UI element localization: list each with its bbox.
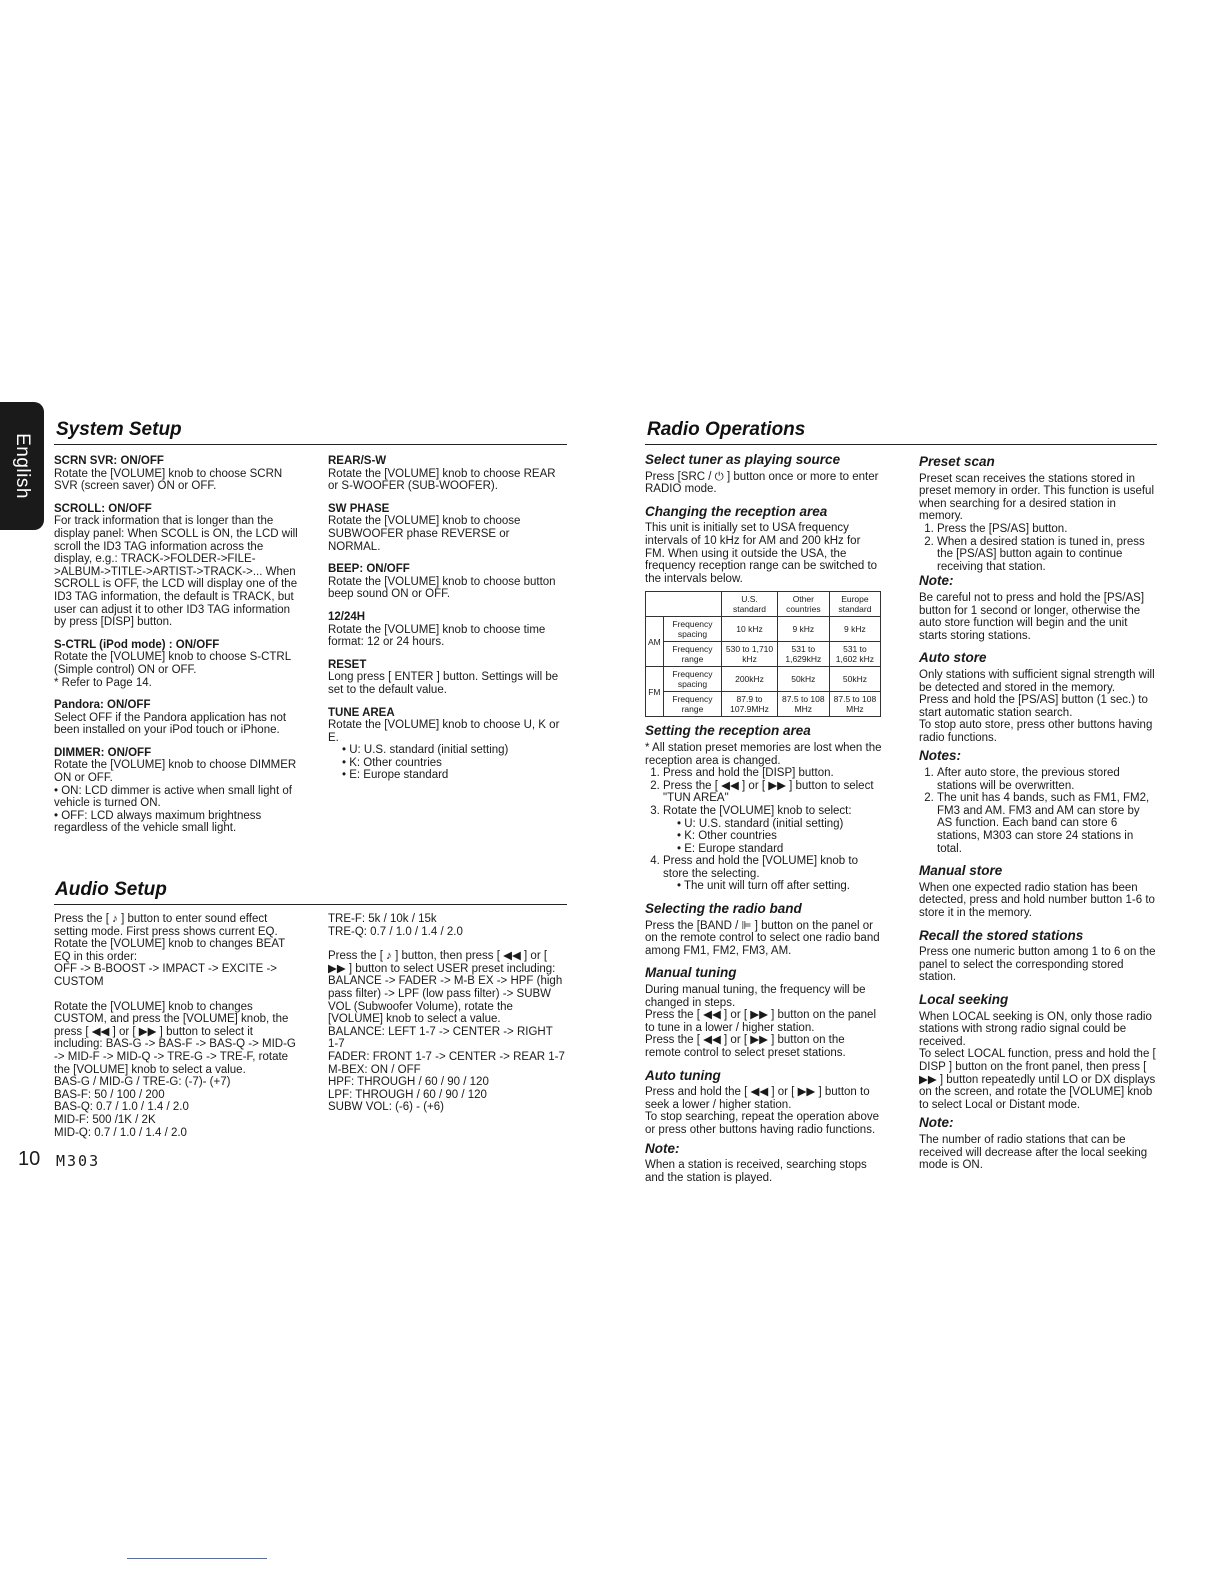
- beep-text: Rotate the [VOLUME] knob to choose button beep sound ON or OFF.: [328, 575, 556, 601]
- audio-subw-vol: SUBW VOL: (-6) - (+6): [328, 1101, 444, 1114]
- scrn-svr-heading: SCRN SVR: ON/OFF: [54, 455, 164, 467]
- scroll-heading: SCROLL: ON/OFF: [54, 502, 152, 515]
- reset-text: Long press [ ENTER ] button. Settings will be set to the default value.: [328, 671, 559, 696]
- auto-store-notes: [919, 767, 1157, 855]
- recall-text: Press one numeric button among 1 to 6 on the panel to select the corresponding stored station.: [919, 946, 1156, 984]
- audio-mbex: M-BEX: ON / OFF: [328, 1063, 421, 1076]
- setting-area-note: * All station preset memories are lost when the reception area is changed.: [645, 741, 882, 767]
- language-label: English: [12, 433, 33, 499]
- audio-lpf: LPF: THROUGH / 60 / 90 / 120: [328, 1088, 487, 1101]
- preset-scan-text: Preset scan receives the stations stored in preset memory in order. This function is useful when searching for a desired station in memory.: [919, 472, 1155, 523]
- change-area-heading: Changing the reception area: [645, 503, 828, 519]
- scroll-text: For track information that is longer than the display panel: When SCOLL is ON, the LCD will scroll the ID3 TAG information across the display, e.g.: TRACK->FOLDER->FILE->ALBUM->TITLE->ARTIST->TRACK->... When SCROLL is OFF, the LCD will display one of the ID3 TAG information, the default is TRACK, but user can adjust it to other ID3 TAG information by press [DISP] button.: [54, 515, 298, 629]
- auto-store-text2: Press and hold the [PS/AS] button (1 sec.) to start automatic station search.: [919, 694, 1148, 719]
- dimmer-text: Rotate the [VOLUME] knob to choose DIMMER ON or OFF.: [54, 759, 297, 785]
- auto-tuning-text1: Press and hold the [ ◀◀ ] or [ ▶▶ ] button to seek a lower / higher station.: [645, 1086, 870, 1111]
- preset-note-heading: Note:: [919, 573, 954, 589]
- setting-steps: [645, 767, 882, 893]
- audio-custom: Rotate the [VOLUME] knob to changes CUSTOM, and press the [VOLUME] knob, the press [ ◀◀ ] or [ ▶▶ ] button to select it including: BAS-G -> BAS-F -> BAS-Q -> MID-G -> MID-F -> MID-Q -> TRE-G -> TRE-F, rotate the [VOLUME] knob to select a value.: [54, 1000, 296, 1076]
- pandora-text: Select OFF if the Pandora application has not been installed on your iPod touch or iPhone.: [54, 711, 287, 737]
- list-item: 2. When a desired station is tuned in, press the [PS/AS] button again to continue receiving that station.: [937, 536, 1157, 574]
- radio-band-text: Press the [BAND / ⊫ ] button on the panel or on the remote control to select one radio band among FM1, FM2, FM3, AM.: [645, 919, 880, 957]
- language-tab: [0, 402, 44, 530]
- manual-store-heading: Manual store: [919, 863, 1003, 879]
- table-head-other: Other countries: [777, 592, 829, 617]
- table-fm-range-label: Frequency range: [663, 692, 721, 717]
- time-format-text: Rotate the [VOLUME] knob to choose time format: 12 or 24 hours.: [328, 623, 546, 649]
- audio-mid-f: MID-F: 500 /1K / 2K: [54, 1113, 156, 1126]
- reset-heading: RESET: [328, 658, 367, 671]
- setting-area-heading: Setting the reception area: [645, 723, 811, 739]
- auto-tuning-heading: Auto tuning: [645, 1067, 721, 1083]
- audio-eq-order: OFF -> B-BOOST -> IMPACT -> EXCITE -> CUSTOM: [54, 963, 278, 988]
- table-cell: 50kHz: [829, 667, 880, 692]
- audio-mid-q: MID-Q: 0.7 / 1.0 / 1.4 / 2.0: [54, 1126, 187, 1139]
- audio-setup-rule: [54, 904, 567, 905]
- manual-tuning-text1: During manual tuning, the frequency will be changed in steps.: [645, 984, 866, 1009]
- table-corner: [646, 592, 722, 617]
- audio-setup-col2: [328, 913, 565, 1114]
- system-setup-rule: [54, 444, 567, 445]
- table-head-europe: Europe standard: [829, 592, 880, 617]
- manual-tuning-heading: Manual tuning: [645, 965, 737, 981]
- rear-sw-heading: REAR/S-W: [328, 455, 387, 467]
- s-ctrl-note: * Refer to Page 14.: [54, 676, 152, 689]
- table-am-spacing-label: Frequency spacing: [663, 617, 721, 642]
- tune-area-u: • U: U.S. standard (initial setting): [342, 744, 509, 757]
- tune-area-k: • K: Other countries: [342, 756, 442, 769]
- audio-gain-range: BAS-G / MID-G / TRE-G: (-7)- (+7): [54, 1076, 231, 1089]
- list-item: 1. Press the [PS/AS] button.: [937, 523, 1157, 536]
- sw-phase-text: Rotate the [VOLUME] knob to choose SUBWOOFER phase REVERSE or NORMAL.: [328, 515, 521, 553]
- table-cell: 531 to 1,629kHz: [777, 642, 829, 667]
- system-setup-col1: [54, 455, 301, 845]
- select-tuner-text: Press [SRC / ⏻ ] button once or more to enter RADIO mode.: [645, 470, 879, 496]
- rear-sw-text: Rotate the [VOLUME] knob to choose REAR or S-WOOFER (SUB-WOOFER).: [328, 467, 556, 493]
- preset-steps: [919, 523, 1157, 573]
- audio-bas-q: BAS-Q: 0.7 / 1.0 / 1.4 / 2.0: [54, 1101, 189, 1114]
- table-cell: 87.5 to 108 MHz: [777, 692, 829, 717]
- time-format-heading: 12/24H: [328, 610, 366, 623]
- table-am: AM: [646, 617, 664, 667]
- manual-tuning-text2: Press the [ ◀◀ ] or [ ▶▶ ] button on the panel to tune in a lower / higher station.: [645, 1009, 876, 1034]
- list-item: Press and hold the [VOLUME] knob to store the selecting.: [663, 855, 858, 880]
- select-tuner-heading: Select tuner as playing source: [645, 452, 841, 467]
- table-am-range-label: Frequency range: [663, 642, 721, 667]
- list-item: Rotate the [VOLUME] knob to select:: [663, 804, 852, 817]
- audio-fader: FADER: FRONT 1-7 -> CENTER -> REAR 1-7: [328, 1050, 565, 1063]
- tune-area-heading: TUNE AREA: [328, 706, 395, 719]
- table-cell: 531 to 1,602 kHz: [829, 642, 880, 667]
- table-fm: FM: [646, 667, 664, 717]
- list-item: 2. The unit has 4 bands, such as FM1, FM2, FM3 and AM. FM3 and AM can store by AS function. Each band can store 6 stations, M303 can store 24 stations in total.: [937, 792, 1157, 855]
- scrn-svr-text: Rotate the [VOLUME] knob to choose SCRN SVR (screen saver) ON or OFF.: [54, 467, 283, 493]
- s-ctrl-heading: S-CTRL (iPod mode) : ON/OFF: [54, 638, 220, 651]
- table-cell: 50kHz: [777, 667, 829, 692]
- preset-note-text: Be careful not to press and hold the [PS/AS] button for 1 second or longer, otherwise the auto store function will begin and the unit starts storing stations.: [919, 591, 1145, 642]
- list-item: 1. After auto store, the previous stored stations will be overwritten.: [937, 767, 1157, 792]
- setting-off-note: • The unit will turn off after setting.: [677, 880, 850, 893]
- dimmer-heading: DIMMER: ON/OFF: [54, 746, 152, 759]
- audio-tre-f: TRE-F: 5k / 10k / 15k: [328, 913, 437, 925]
- setting-opt-e: • E: Europe standard: [677, 842, 784, 855]
- manual-store-text: When one expected radio station has been detected, press and hold number button 1-6 to store it in the memory.: [919, 881, 1155, 919]
- beep-heading: BEEP: ON/OFF: [328, 563, 410, 576]
- auto-tuning-note-heading: Note:: [645, 1140, 680, 1156]
- pandora-heading: Pandora: ON/OFF: [54, 699, 151, 712]
- auto-store-heading: Auto store: [919, 650, 987, 666]
- audio-setup-col1: [54, 913, 301, 1139]
- audio-tre-q: TRE-Q: 0.7 / 1.0 / 1.4 / 2.0: [328, 925, 463, 938]
- local-seeking-text1: When LOCAL seeking is ON, only those radio stations with strong radio signal could be received.: [919, 1010, 1152, 1048]
- tune-area-e: • E: Europe standard: [342, 769, 449, 782]
- audio-balance: BALANCE: LEFT 1-7 -> CENTER -> RIGHT 1-7: [328, 1025, 553, 1051]
- table-cell: 200kHz: [722, 667, 778, 692]
- bottom-divider: [127, 1558, 267, 1559]
- local-note-heading: Note:: [919, 1115, 954, 1131]
- auto-tuning-note-text: When a station is received, searching stops and the station is played.: [645, 1159, 867, 1184]
- dimmer-on: • ON: LCD dimmer is active when small light of vehicle is turned ON.: [54, 784, 292, 810]
- table-cell: 87.5 to 108 MHz: [829, 692, 880, 717]
- setting-opt-u: • U: U.S. standard (initial setting): [677, 817, 844, 830]
- audio-bas-f: BAS-F: 50 / 100 / 200: [54, 1088, 165, 1101]
- tune-area-text: Rotate the [VOLUME] knob to choose U, K or E.: [328, 719, 560, 744]
- list-item: 2. Press the [ ◀◀ ] or [ ▶▶ ] button to select "TUN AREA": [663, 780, 882, 805]
- table-fm-spacing-label: Frequency spacing: [663, 667, 721, 692]
- s-ctrl-text: Rotate the [VOLUME] knob to choose S-CTRL (Simple control) ON or OFF.: [54, 651, 291, 676]
- radio-band-heading: Selecting the radio band: [645, 901, 802, 917]
- table-head-us: U.S. standard: [722, 592, 778, 617]
- table-cell: 87.9 to 107.9MHz: [722, 692, 778, 717]
- audio-intro: Press the [ ♪ ] button to enter sound effect setting mode. First press shows current EQ. Rotate the [VOLUME] knob to changes BEAT EQ in this order:: [54, 913, 285, 963]
- setting-opt-k: • K: Other countries: [677, 830, 777, 843]
- sw-phase-heading: SW PHASE: [328, 502, 390, 515]
- radio-col2: [919, 456, 1157, 1172]
- system-setup-col2: [328, 455, 565, 792]
- table-cell: 9 kHz: [777, 617, 829, 642]
- auto-store-text1: Only stations with sufficient signal strength will be detected and stored in the memory.: [919, 668, 1155, 694]
- radio-operations-rule: [645, 444, 1157, 445]
- recall-heading: Recall the stored stations: [919, 927, 1084, 943]
- local-note-text: The number of radio stations that can be received will decrease after the local seeking mode is ON.: [919, 1133, 1148, 1172]
- auto-tuning-text2: To stop searching, repeat the operation above or press other buttons having radio functions.: [645, 1111, 879, 1136]
- audio-setup-title: Audio Setup: [55, 879, 167, 900]
- change-area-text: This unit is initially set to USA frequency intervals of 10 kHz for AM and 200 kHz for FM. When using it outside the USA, the frequency reception range can be switched to the intervals below.: [645, 522, 878, 585]
- audio-user-preset: Press the [ ♪ ] button, then press [ ◀◀ ] or [ ▶▶ ] button to select USER preset including:: [328, 950, 556, 975]
- local-seeking-text2: To select LOCAL function, press and hold the [ DISP ] button on the front panel, then press [ ▶▶ ] button repeatedly until LO or DX displays on the screen, and rotate the [VOLUME] knob to select Local or Distant mode.: [919, 1048, 1156, 1111]
- preset-scan-heading: Preset scan: [919, 454, 995, 469]
- audio-hpf: HPF: THROUGH / 60 / 90 / 120: [328, 1076, 489, 1089]
- local-seeking-heading: Local seeking: [919, 991, 1009, 1007]
- table-cell: 530 to 1,710 kHz: [722, 642, 778, 667]
- model-name: M303: [56, 1152, 101, 1170]
- manual-tuning-text3: Press the [ ◀◀ ] or [ ▶▶ ] button on the remote control to select preset stations.: [645, 1034, 846, 1059]
- list-item: 1. Press and hold the [DISP] button.: [663, 767, 882, 780]
- radio-operations-title: Radio Operations: [647, 419, 806, 440]
- frequency-table: [645, 591, 881, 717]
- page-number: 10: [18, 1148, 41, 1170]
- table-cell: 10 kHz: [722, 617, 778, 642]
- system-setup-title: System Setup: [56, 419, 182, 440]
- auto-store-text3: To stop auto store, press other buttons having radio functions.: [919, 719, 1153, 744]
- dimmer-off: • OFF: LCD always maximum brightness regardless of the vehicle small light.: [54, 809, 262, 835]
- table-cell: 9 kHz: [829, 617, 880, 642]
- auto-store-notes-heading: Notes:: [919, 748, 962, 764]
- radio-col1: [645, 454, 882, 1184]
- audio-user-order: BALANCE -> FADER -> M-B EX -> HPF (high pass filter) -> LPF (low pass filter) -> SUBW VOL (Subwoofer Volume), rotate the [VOLUME] knob to select a value.: [328, 975, 563, 1026]
